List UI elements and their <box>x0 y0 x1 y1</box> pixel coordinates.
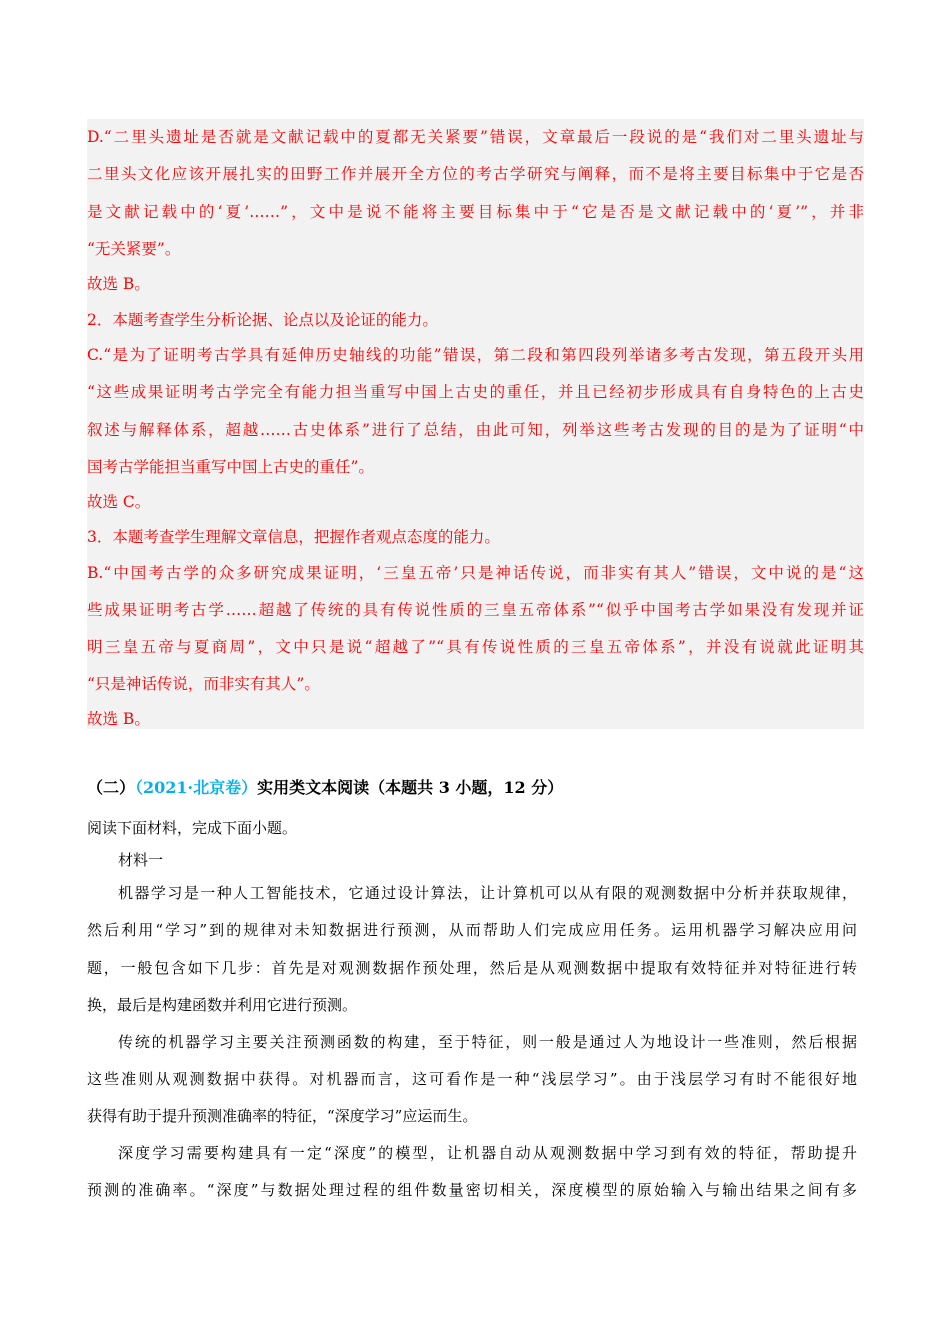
answer-choice: 故选 B。 <box>87 275 150 293</box>
answer-explanation-block <box>87 119 864 729</box>
answer-d-line: D.“二里头遗址是否就是文献记载中的夏都无关紧要”错误，文章最后一段说的是“我们对二里头遗址与 <box>87 128 864 146</box>
paragraph-line: 机器学习是一种人工智能技术，它通过设计算法，让计算机可以从有限的观测数据中分析并获取规律， <box>118 884 857 902</box>
answer-d-line: “无关紧要”。 <box>87 240 181 258</box>
answer-choice: 故选 B。 <box>87 710 150 728</box>
answer-b-line: 明三皇五帝与夏商周”，文中只是说“超越了”“具有传说性质的三皇五帝体系”，并没有说就此证明其 <box>87 638 864 656</box>
answer-b-line: 些成果证明考古学……超越了传统的具有传说性质的三皇五帝体系”“似乎中国考古学如果没有发现并证 <box>87 601 864 619</box>
paragraph-line: 传统的机器学习主要关注预测函数的构建，至于特征，则一般是通过人为地设计一些准则，然后根据 <box>118 1033 857 1051</box>
answer-d-line: 是文献记载中的‘夏’……”，文中是说不能将主要目标集中于“它是否是文献记载中的‘夏’”，并非 <box>87 203 864 221</box>
paragraph-line: 这些准则从观测数据中获得。对机器而言，这可看作是一种“浅层学习”。由于浅层学习有时不能很好地 <box>87 1070 857 1088</box>
paragraph-line: 预测的准确率。“深度”与数据处理过程的组件数量密切相关，深度模型的原始输入与输出结果之间有多 <box>87 1181 857 1199</box>
paragraph-line: 题，一般包含如下几步：首先是对观测数据作预处理，然后是从观测数据中提取有效特征并对特征进行转 <box>87 959 857 977</box>
question-3-analysis: 3．本题考查学生理解文章信息，把握作者观点态度的能力。 <box>87 528 500 546</box>
paragraph-line: 深度学习需要构建具有一定“深度”的模型，让机器自动从观测数据中学习到有效的特征，帮助提升 <box>118 1144 857 1162</box>
section-source: （2021·北京卷） <box>135 778 258 797</box>
answer-c-line: C.“是为了证明考古学具有延伸历史轴线的功能”错误，第二段和第四段列举诸多考古发现，第五段开头用 <box>87 346 864 364</box>
question-2-analysis: 2．本题考查学生分析论据、论点以及论证的能力。 <box>87 311 438 329</box>
answer-c-line: 叙述与解释体系，超越……古史体系”进行了总结，由此可知，列举这些考古发现的目的是为了证明“中 <box>87 421 864 439</box>
section-prefix: （二） <box>87 778 136 797</box>
paragraph-line: 然后利用“学习”到的规律对未知数据进行预测，从而帮助人们完成应用任务。运用机器学习解决应用问 <box>87 921 857 939</box>
section-heading <box>87 777 563 799</box>
material-label: 材料一 <box>118 851 164 869</box>
answer-d-line: 二里头文化应该开展扎实的田野工作并展开全方位的考古学研究与阐释，而不是将主要目标集中于它是否 <box>87 165 864 183</box>
reading-instruction: 阅读下面材料，完成下面小题。 <box>87 819 298 837</box>
answer-b-line: “只是神话传说，而非实有其人”。 <box>87 675 320 693</box>
paragraph-line: 获得有助于提升预测准确率的特征，“深度学习”应运而生。 <box>87 1107 478 1125</box>
answer-b-line: B.“中国考古学的众多研究成果证明，‘三皇五帝’只是神话传说，而非实有其人”错误，文中说的是“这 <box>87 564 864 582</box>
section-title: 实用类文本阅读（本题共 3 小题，12 分） <box>257 778 564 797</box>
answer-c-line: “这些成果证明考古学完全有能力担当重写中国上古史的重任，并且已经初步形成具有自身特色的上古史 <box>87 383 864 401</box>
paragraph-line: 换，最后是构建函数并利用它进行预测。 <box>87 996 358 1014</box>
answer-c-line: 国考古学能担当重写中国上古史的重任”。 <box>87 458 374 476</box>
answer-choice: 故选 C。 <box>87 493 151 511</box>
